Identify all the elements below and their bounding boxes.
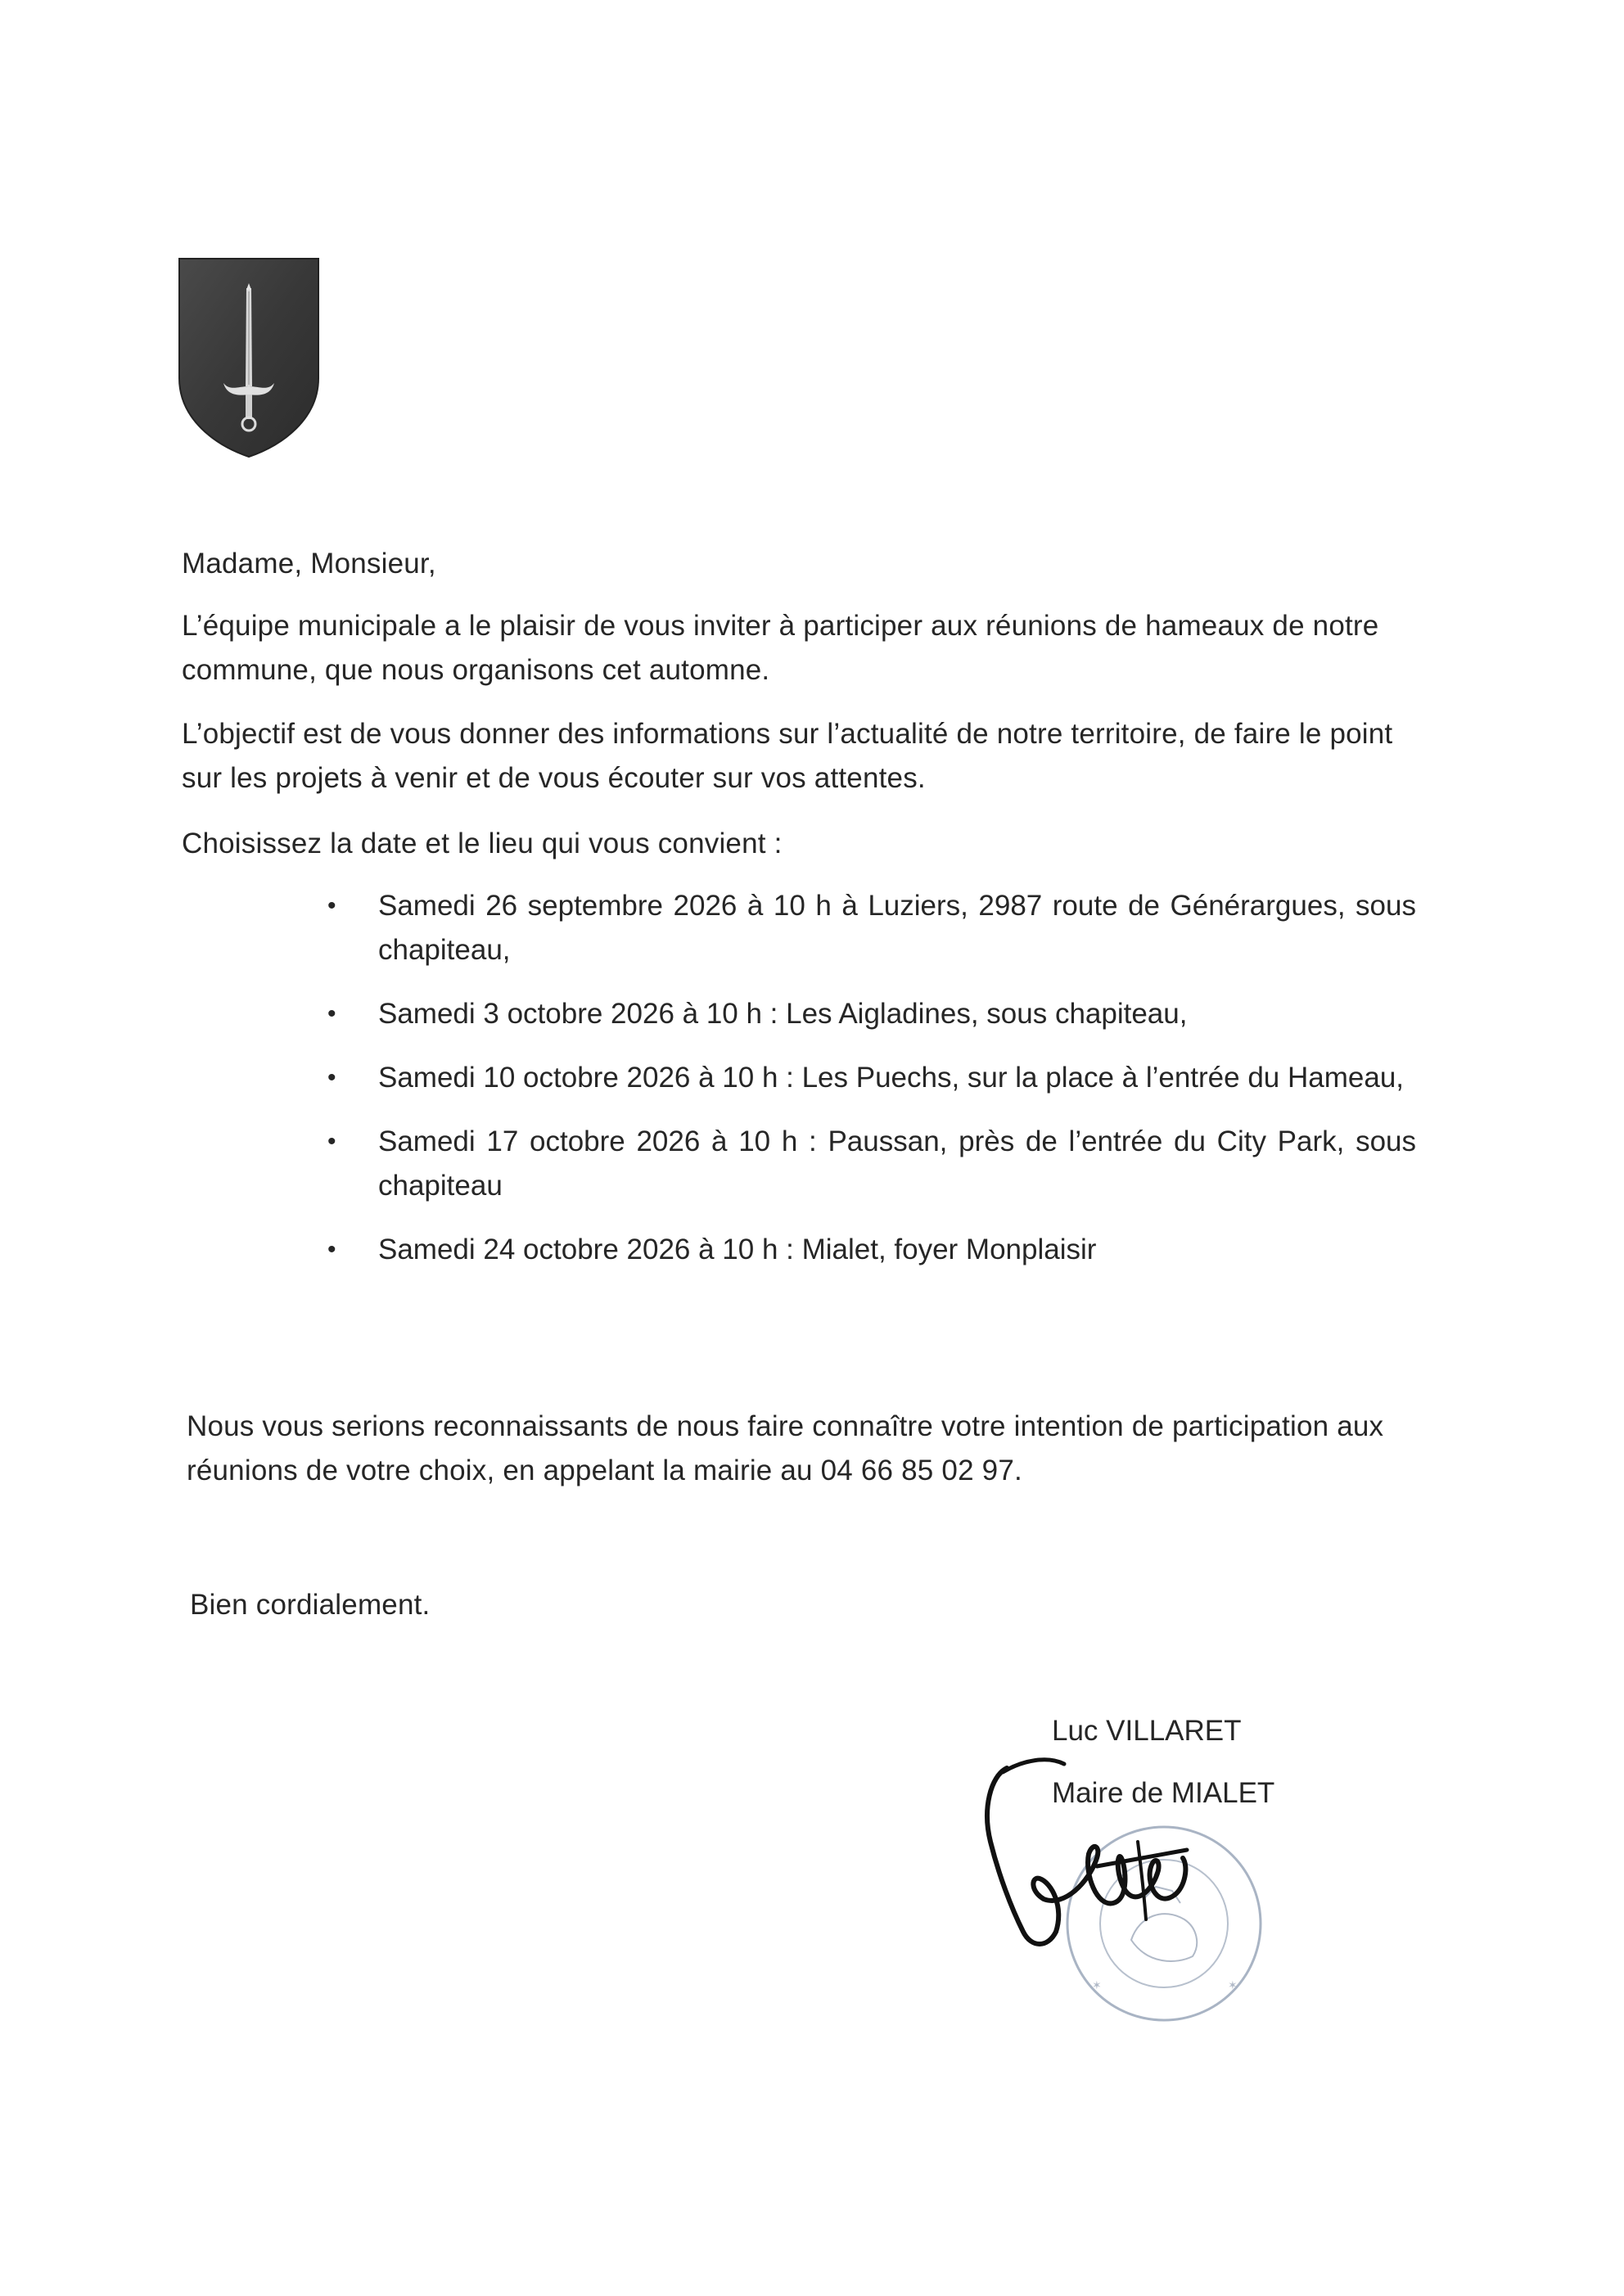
meeting-text: Samedi 10 octobre 2026 à 10 h : Les Puechs, sur la place à l’entrée du Hameau, xyxy=(378,1062,1405,1094)
list-item xyxy=(327,1228,1416,1272)
list-item xyxy=(327,1120,1416,1208)
signer-name: Luc VILLARET xyxy=(1052,1715,1242,1747)
paragraph-objective: L’objectif est de vous donner des informations sur l’actualité de notre territoire, de faire le point sur les projets à venir et de vous écouter sur vos attentes. xyxy=(182,718,1393,794)
paragraph-invitation: L’équipe municipale a le plaisir de vous inviter à participer aux réunions de hameaux de notre commune, que nous organisons cet automne. xyxy=(182,610,1379,686)
municipal-crest-icon xyxy=(176,255,322,458)
meeting-text: Samedi 3 octobre 2026 à 10 h : Les Aigladines, sous chapiteau, xyxy=(378,998,1188,1030)
list-item xyxy=(327,884,1416,972)
list-item xyxy=(327,992,1416,1036)
meeting-text: Samedi 24 octobre 2026 à 10 h : Mialet, foyer Monplaisir xyxy=(378,1234,1097,1265)
bullet-icon: • xyxy=(327,1236,336,1263)
paragraph-choose: Choisissez la date et le lieu qui vous convient : xyxy=(182,828,783,859)
closing: Bien cordialement. xyxy=(190,1589,431,1621)
bullet-icon: • xyxy=(327,1128,336,1155)
paragraph-rsvp: Nous vous serions reconnaissants de nous faire connaître votre intention de participation aux réunions de votre choix, en appelant la mairie au 04 66 85 02 97. xyxy=(187,1410,1384,1486)
svg-text:✶: ✶ xyxy=(1228,1978,1238,1992)
meeting-list xyxy=(327,884,1416,1292)
signer-title: Maire de MIALET xyxy=(1052,1777,1275,1809)
handwritten-signature-icon xyxy=(974,1743,1236,1973)
svg-text:✶: ✶ xyxy=(1092,1978,1102,1992)
list-item xyxy=(327,1056,1416,1100)
bullet-icon: • xyxy=(327,1000,336,1027)
meeting-text: Samedi 26 septembre 2026 à 10 h à Luziers, 2987 route de Générargues, sous chapiteau, xyxy=(378,890,1416,966)
meeting-text: Samedi 17 octobre 2026 à 10 h : Paussan, près de l’entrée du City Park, sous chapiteau xyxy=(378,1125,1416,1202)
salutation: Madame, Monsieur, xyxy=(182,548,436,580)
bullet-icon: • xyxy=(327,892,336,919)
bullet-icon: • xyxy=(327,1064,336,1091)
